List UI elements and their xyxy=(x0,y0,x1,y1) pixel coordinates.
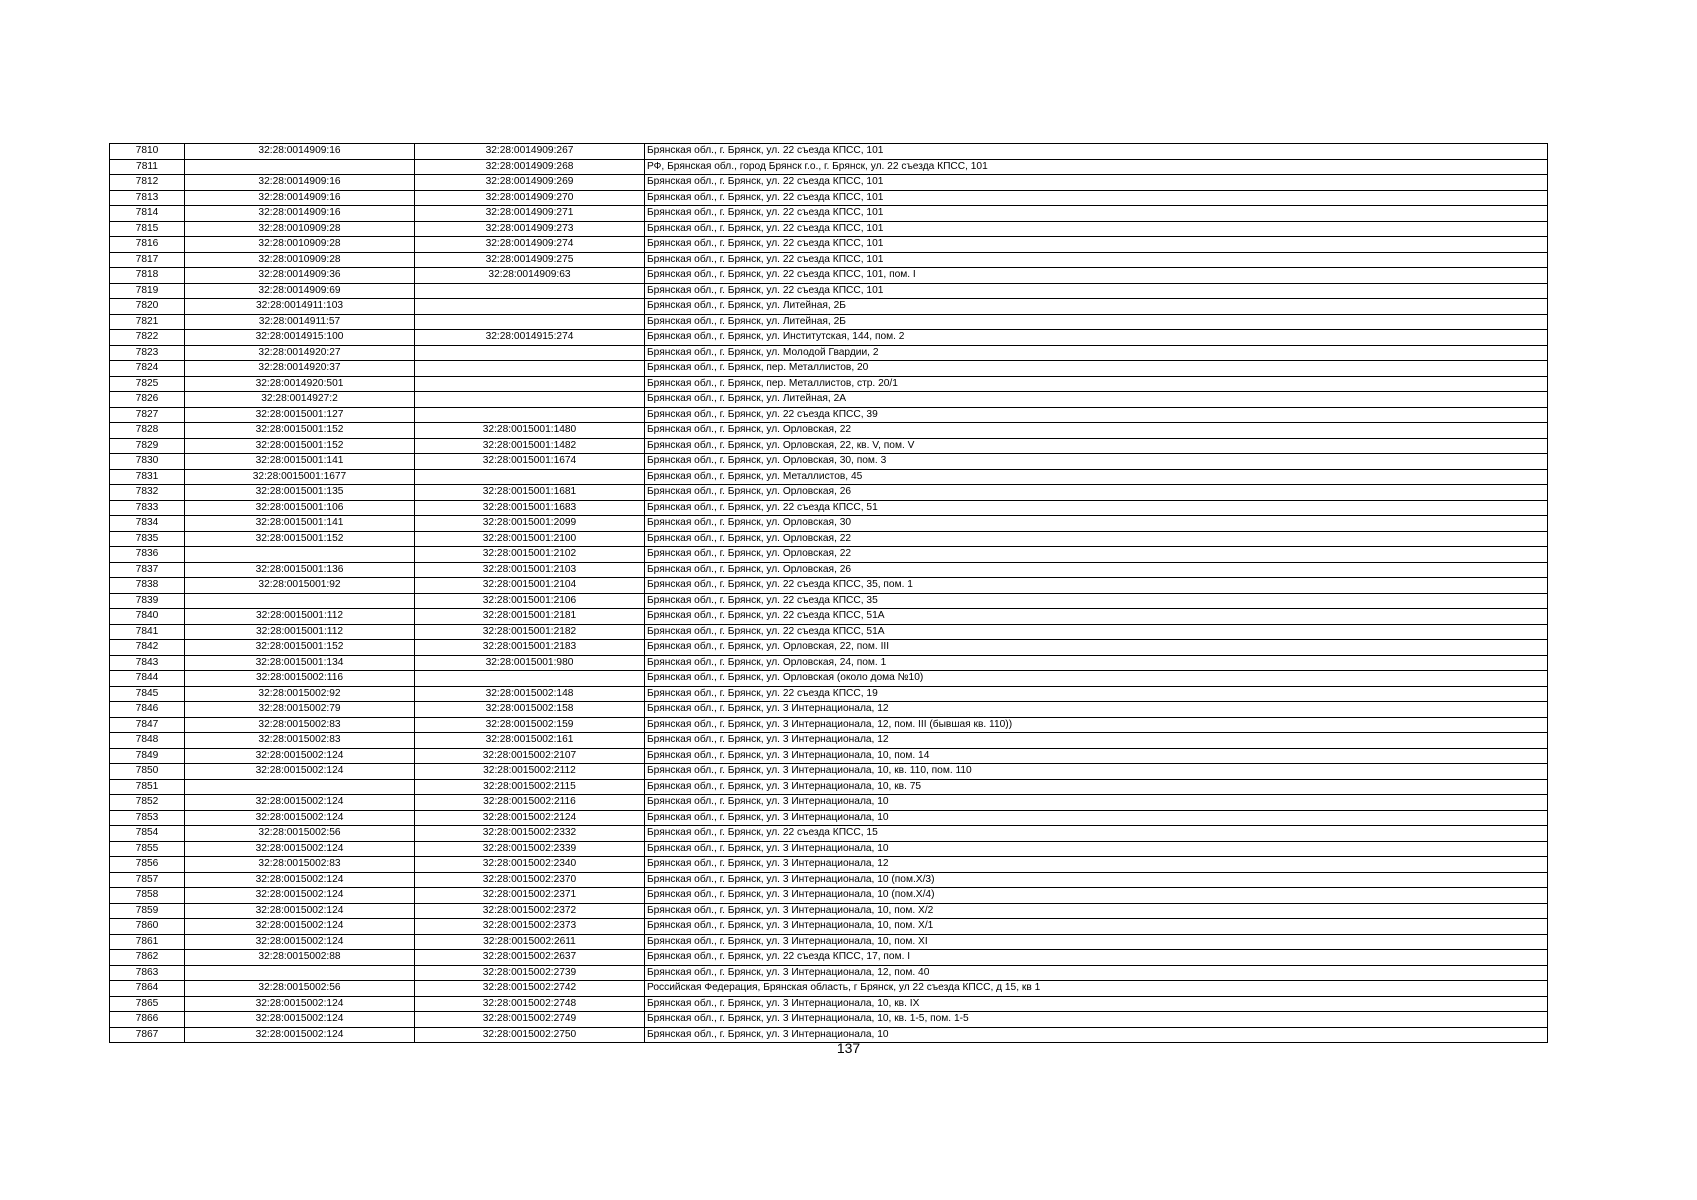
object-cadastral-number-cell xyxy=(415,283,645,299)
row-number-cell: 7828 xyxy=(110,423,185,439)
table-row xyxy=(110,872,1548,888)
land-cadastral-number-cell: 32:28:0014909:16 xyxy=(185,144,415,160)
table-row xyxy=(110,981,1548,997)
address-cell: Брянская обл., г. Брянск, ул. Орловская, 22 xyxy=(645,531,1548,547)
address-cell: Брянская обл., г. Брянск, ул. 22 съезда КПСС, 101 xyxy=(645,206,1548,222)
land-cadastral-number-cell xyxy=(185,965,415,981)
land-cadastral-number-cell: 32:28:0014920:27 xyxy=(185,345,415,361)
land-cadastral-number-cell: 32:28:0015002:124 xyxy=(185,841,415,857)
address-cell: Брянская обл., г. Брянск, ул. 22 съезда КПСС, 51А xyxy=(645,609,1548,625)
row-number-cell: 7832 xyxy=(110,485,185,501)
table-row xyxy=(110,562,1548,578)
row-number-cell: 7857 xyxy=(110,872,185,888)
land-cadastral-number-cell: 32:28:0015002:124 xyxy=(185,903,415,919)
object-cadastral-number-cell: 32:28:0015001:2103 xyxy=(415,562,645,578)
object-cadastral-number-cell: 32:28:0015002:2372 xyxy=(415,903,645,919)
table-row xyxy=(110,965,1548,981)
table-row xyxy=(110,934,1548,950)
land-cadastral-number-cell: 32:28:0015002:124 xyxy=(185,872,415,888)
table-row xyxy=(110,1012,1548,1028)
row-number-cell: 7867 xyxy=(110,1027,185,1043)
land-cadastral-number-cell: 32:28:0015002:124 xyxy=(185,888,415,904)
address-cell: Брянская обл., г. Брянск, ул. 22 съезда КПСС, 15 xyxy=(645,826,1548,842)
object-cadastral-number-cell: 32:28:0015002:2116 xyxy=(415,795,645,811)
row-number-cell: 7851 xyxy=(110,779,185,795)
row-number-cell: 7812 xyxy=(110,175,185,191)
land-cadastral-number-cell: 32:28:0015002:124 xyxy=(185,748,415,764)
address-cell: Брянская обл., г. Брянск, ул. 3 Интернационала, 10, кв. 1-5, пом. 1-5 xyxy=(645,1012,1548,1028)
land-cadastral-number-cell xyxy=(185,593,415,609)
row-number-cell: 7856 xyxy=(110,857,185,873)
table-row xyxy=(110,764,1548,780)
land-cadastral-number-cell: 32:28:0014909:16 xyxy=(185,206,415,222)
object-cadastral-number-cell xyxy=(415,376,645,392)
object-cadastral-number-cell: 32:28:0015002:2739 xyxy=(415,965,645,981)
land-cadastral-number-cell: 32:28:0015001:127 xyxy=(185,407,415,423)
object-cadastral-number-cell: 32:28:0015001:2106 xyxy=(415,593,645,609)
object-cadastral-number-cell: 32:28:0015001:2100 xyxy=(415,531,645,547)
address-cell: Брянская обл., г. Брянск, ул. Институтская, 144, пом. 2 xyxy=(645,330,1548,346)
land-cadastral-number-cell: 32:28:0014927:2 xyxy=(185,392,415,408)
address-cell: Брянская обл., г. Брянск, ул. 22 съезда КПСС, 39 xyxy=(645,407,1548,423)
land-cadastral-number-cell: 32:28:0015002:124 xyxy=(185,1012,415,1028)
table-row xyxy=(110,702,1548,718)
row-number-cell: 7837 xyxy=(110,562,185,578)
object-cadastral-number-cell: 32:28:0015002:2339 xyxy=(415,841,645,857)
object-cadastral-number-cell: 32:28:0015002:2611 xyxy=(415,934,645,950)
land-cadastral-number-cell: 32:28:0014909:16 xyxy=(185,175,415,191)
address-cell: Брянская обл., г. Брянск, ул. Литейная, 2Б xyxy=(645,314,1548,330)
address-cell: Брянская обл., г. Брянск, ул. 3 Интернационала, 10 (пом.X/4) xyxy=(645,888,1548,904)
registry-table xyxy=(109,143,1548,1043)
address-cell: Брянская обл., г. Брянск, ул. 3 Интернационала, 12 xyxy=(645,702,1548,718)
land-cadastral-number-cell: 32:28:0015002:124 xyxy=(185,996,415,1012)
row-number-cell: 7861 xyxy=(110,934,185,950)
land-cadastral-number-cell: 32:28:0014909:36 xyxy=(185,268,415,284)
address-cell: Брянская обл., г. Брянск, ул. Орловская, 24, пом. 1 xyxy=(645,655,1548,671)
table-row xyxy=(110,795,1548,811)
row-number-cell: 7840 xyxy=(110,609,185,625)
land-cadastral-number-cell: 32:28:0014909:16 xyxy=(185,190,415,206)
row-number-cell: 7841 xyxy=(110,624,185,640)
object-cadastral-number-cell: 32:28:0015002:2115 xyxy=(415,779,645,795)
land-cadastral-number-cell: 32:28:0015001:141 xyxy=(185,454,415,470)
address-cell: Брянская обл., г. Брянск, ул. 3 Интернационала, 10, пом. XI xyxy=(645,934,1548,950)
row-number-cell: 7821 xyxy=(110,314,185,330)
address-cell: Брянская обл., г. Брянск, ул. 22 съезда КПСС, 35, пом. 1 xyxy=(645,578,1548,594)
row-number-cell: 7858 xyxy=(110,888,185,904)
object-cadastral-number-cell: 32:28:0015002:161 xyxy=(415,733,645,749)
object-cadastral-number-cell: 32:28:0014909:63 xyxy=(415,268,645,284)
row-number-cell: 7838 xyxy=(110,578,185,594)
land-cadastral-number-cell: 32:28:0015002:124 xyxy=(185,764,415,780)
row-number-cell: 7852 xyxy=(110,795,185,811)
land-cadastral-number-cell: 32:28:0010909:28 xyxy=(185,237,415,253)
table-row xyxy=(110,516,1548,532)
row-number-cell: 7816 xyxy=(110,237,185,253)
object-cadastral-number-cell xyxy=(415,299,645,315)
table-row xyxy=(110,686,1548,702)
table-row xyxy=(110,810,1548,826)
row-number-cell: 7854 xyxy=(110,826,185,842)
land-cadastral-number-cell: 32:28:0014909:69 xyxy=(185,283,415,299)
object-cadastral-number-cell: 32:28:0014909:268 xyxy=(415,159,645,175)
address-cell: Брянская обл., г. Брянск, ул. Орловская, 26 xyxy=(645,485,1548,501)
address-cell: Брянская обл., г. Брянск, пер. Металлистов, стр. 20/1 xyxy=(645,376,1548,392)
address-cell: Брянская обл., г. Брянск, ул. 3 Интернационала, 12 xyxy=(645,733,1548,749)
row-number-cell: 7811 xyxy=(110,159,185,175)
row-number-cell: 7846 xyxy=(110,702,185,718)
object-cadastral-number-cell: 32:28:0015002:2748 xyxy=(415,996,645,1012)
table-row xyxy=(110,314,1548,330)
land-cadastral-number-cell: 32:28:0015002:79 xyxy=(185,702,415,718)
table-row xyxy=(110,593,1548,609)
table-row xyxy=(110,779,1548,795)
table-row xyxy=(110,733,1548,749)
address-cell: Брянская обл., г. Брянск, ул. 3 Интернационала, 10, кв. 110, пом. 110 xyxy=(645,764,1548,780)
object-cadastral-number-cell: 32:28:0015002:2373 xyxy=(415,919,645,935)
row-number-cell: 7860 xyxy=(110,919,185,935)
row-number-cell: 7815 xyxy=(110,221,185,237)
object-cadastral-number-cell: 32:28:0015002:2340 xyxy=(415,857,645,873)
table-row xyxy=(110,221,1548,237)
object-cadastral-number-cell: 32:28:0015002:2749 xyxy=(415,1012,645,1028)
address-cell: Брянская обл., г. Брянск, ул. 22 съезда КПСС, 101 xyxy=(645,190,1548,206)
address-cell: Брянская обл., г. Брянск, ул. 22 съезда КПСС, 101 xyxy=(645,283,1548,299)
object-cadastral-number-cell: 32:28:0015001:1480 xyxy=(415,423,645,439)
address-cell: Брянская обл., г. Брянск, ул. 3 Интернационала, 10 xyxy=(645,795,1548,811)
address-cell: Брянская обл., г. Брянск, ул. 3 Интернационала, 10, пом. 14 xyxy=(645,748,1548,764)
table-row xyxy=(110,655,1548,671)
object-cadastral-number-cell: 32:28:0015001:1482 xyxy=(415,438,645,454)
object-cadastral-number-cell: 32:28:0015001:2182 xyxy=(415,624,645,640)
address-cell: Брянская обл., г. Брянск, ул. Орловская, 22 xyxy=(645,547,1548,563)
address-cell: Брянская обл., г. Брянск, ул. Литейная, 2А xyxy=(645,392,1548,408)
land-cadastral-number-cell: 32:28:0015001:152 xyxy=(185,423,415,439)
land-cadastral-number-cell: 32:28:0015002:124 xyxy=(185,919,415,935)
row-number-cell: 7839 xyxy=(110,593,185,609)
object-cadastral-number-cell: 32:28:0014909:269 xyxy=(415,175,645,191)
land-cadastral-number-cell: 32:28:0015002:124 xyxy=(185,795,415,811)
table-row xyxy=(110,407,1548,423)
table-row xyxy=(110,748,1548,764)
object-cadastral-number-cell: 32:28:0015001:2102 xyxy=(415,547,645,563)
table-row xyxy=(110,361,1548,377)
land-cadastral-number-cell: 32:28:0015002:124 xyxy=(185,810,415,826)
object-cadastral-number-cell: 32:28:0015002:159 xyxy=(415,717,645,733)
object-cadastral-number-cell: 32:28:0015002:2371 xyxy=(415,888,645,904)
row-number-cell: 7814 xyxy=(110,206,185,222)
address-cell: Брянская обл., г. Брянск, ул. Орловская, 22, кв. V, пом. V xyxy=(645,438,1548,454)
table-row xyxy=(110,609,1548,625)
row-number-cell: 7863 xyxy=(110,965,185,981)
table-row xyxy=(110,330,1548,346)
land-cadastral-number-cell: 32:28:0015001:134 xyxy=(185,655,415,671)
object-cadastral-number-cell: 32:28:0014909:274 xyxy=(415,237,645,253)
table-row xyxy=(110,190,1548,206)
table-row xyxy=(110,826,1548,842)
land-cadastral-number-cell: 32:28:0015001:152 xyxy=(185,438,415,454)
address-cell: Брянская обл., г. Брянск, ул. Орловская, 26 xyxy=(645,562,1548,578)
table-row xyxy=(110,268,1548,284)
land-cadastral-number-cell xyxy=(185,779,415,795)
object-cadastral-number-cell: 32:28:0014909:270 xyxy=(415,190,645,206)
row-number-cell: 7862 xyxy=(110,950,185,966)
land-cadastral-number-cell: 32:28:0015001:112 xyxy=(185,609,415,625)
row-number-cell: 7826 xyxy=(110,392,185,408)
land-cadastral-number-cell xyxy=(185,547,415,563)
row-number-cell: 7825 xyxy=(110,376,185,392)
row-number-cell: 7843 xyxy=(110,655,185,671)
row-number-cell: 7810 xyxy=(110,144,185,160)
land-cadastral-number-cell: 32:28:0010909:28 xyxy=(185,252,415,268)
table-row xyxy=(110,392,1548,408)
land-cadastral-number-cell: 32:28:0015002:124 xyxy=(185,1027,415,1043)
land-cadastral-number-cell: 32:28:0015001:141 xyxy=(185,516,415,532)
address-cell: Брянская обл., г. Брянск, ул. 22 съезда КПСС, 101 xyxy=(645,221,1548,237)
table-row xyxy=(110,547,1548,563)
table-row xyxy=(110,841,1548,857)
object-cadastral-number-cell: 32:28:0014909:275 xyxy=(415,252,645,268)
object-cadastral-number-cell xyxy=(415,361,645,377)
table-row xyxy=(110,283,1548,299)
address-cell: Брянская обл., г. Брянск, ул. 3 Интернационала, 12, пом. III (бывшая кв. 110)) xyxy=(645,717,1548,733)
table-row xyxy=(110,299,1548,315)
row-number-cell: 7829 xyxy=(110,438,185,454)
table-row xyxy=(110,857,1548,873)
row-number-cell: 7827 xyxy=(110,407,185,423)
address-cell: Брянская обл., г. Брянск, ул. 22 съезда КПСС, 19 xyxy=(645,686,1548,702)
land-cadastral-number-cell xyxy=(185,159,415,175)
land-cadastral-number-cell: 32:28:0014911:103 xyxy=(185,299,415,315)
land-cadastral-number-cell: 32:28:0015002:116 xyxy=(185,671,415,687)
table-row xyxy=(110,500,1548,516)
object-cadastral-number-cell: 32:28:0015002:2637 xyxy=(415,950,645,966)
address-cell: Брянская обл., г. Брянск, ул. 3 Интернационала, 10 xyxy=(645,810,1548,826)
address-cell: РФ, Брянская обл., город Брянск г.о., г. Брянск, ул. 22 съезда КПСС, 101 xyxy=(645,159,1548,175)
land-cadastral-number-cell: 32:28:0010909:28 xyxy=(185,221,415,237)
table-row xyxy=(110,438,1548,454)
object-cadastral-number-cell: 32:28:0015001:2104 xyxy=(415,578,645,594)
address-cell: Брянская обл., г. Брянск, ул. 3 Интернационала, 10, пом. X/2 xyxy=(645,903,1548,919)
table-row xyxy=(110,578,1548,594)
table-row xyxy=(110,950,1548,966)
object-cadastral-number-cell: 32:28:0014915:274 xyxy=(415,330,645,346)
land-cadastral-number-cell: 32:28:0015001:106 xyxy=(185,500,415,516)
row-number-cell: 7853 xyxy=(110,810,185,826)
address-cell: Брянская обл., г. Брянск, пер. Металлистов, 20 xyxy=(645,361,1548,377)
address-cell: Брянская обл., г. Брянск, ул. Орловская, 22 xyxy=(645,423,1548,439)
row-number-cell: 7824 xyxy=(110,361,185,377)
land-cadastral-number-cell: 32:28:0015001:136 xyxy=(185,562,415,578)
row-number-cell: 7850 xyxy=(110,764,185,780)
object-cadastral-number-cell xyxy=(415,392,645,408)
address-cell: Брянская обл., г. Брянск, ул. 22 съезда КПСС, 101 xyxy=(645,237,1548,253)
row-number-cell: 7835 xyxy=(110,531,185,547)
table-row xyxy=(110,919,1548,935)
table-row xyxy=(110,144,1548,160)
land-cadastral-number-cell: 32:28:0015001:135 xyxy=(185,485,415,501)
row-number-cell: 7848 xyxy=(110,733,185,749)
row-number-cell: 7844 xyxy=(110,671,185,687)
address-cell: Брянская обл., г. Брянск, ул. 3 Интернационала, 10 xyxy=(645,841,1548,857)
row-number-cell: 7813 xyxy=(110,190,185,206)
address-cell: Брянская обл., г. Брянск, ул. Орловская, 22, пом. III xyxy=(645,640,1548,656)
object-cadastral-number-cell: 32:28:0015002:2112 xyxy=(415,764,645,780)
object-cadastral-number-cell xyxy=(415,469,645,485)
address-cell: Брянская обл., г. Брянск, ул. 22 съезда КПСС, 101 xyxy=(645,252,1548,268)
table-row xyxy=(110,423,1548,439)
land-cadastral-number-cell: 32:28:0015002:56 xyxy=(185,981,415,997)
row-number-cell: 7818 xyxy=(110,268,185,284)
object-cadastral-number-cell: 32:28:0014909:271 xyxy=(415,206,645,222)
table-row xyxy=(110,485,1548,501)
object-cadastral-number-cell: 32:28:0014909:273 xyxy=(415,221,645,237)
address-cell: Брянская обл., г. Брянск, ул. 22 съезда КПСС, 101 xyxy=(645,144,1548,160)
address-cell: Брянская обл., г. Брянск, ул. 22 съезда КПСС, 51А xyxy=(645,624,1548,640)
registry-table-body xyxy=(110,144,1548,1043)
object-cadastral-number-cell: 32:28:0015001:1681 xyxy=(415,485,645,501)
row-number-cell: 7866 xyxy=(110,1012,185,1028)
object-cadastral-number-cell: 32:28:0015002:158 xyxy=(415,702,645,718)
row-number-cell: 7817 xyxy=(110,252,185,268)
row-number-cell: 7833 xyxy=(110,500,185,516)
object-cadastral-number-cell: 32:28:0015002:2332 xyxy=(415,826,645,842)
address-cell: Брянская обл., г. Брянск, ул. Металлистов, 45 xyxy=(645,469,1548,485)
object-cadastral-number-cell xyxy=(415,407,645,423)
address-cell: Брянская обл., г. Брянск, ул. Орловская, 30, пом. 3 xyxy=(645,454,1548,470)
address-cell: Российская Федерация, Брянская область, г Брянск, ул 22 съезда КПСС, д 15, кв 1 xyxy=(645,981,1548,997)
address-cell: Брянская обл., г. Брянск, ул. 22 съезда КПСС, 51 xyxy=(645,500,1548,516)
land-cadastral-number-cell: 32:28:0015002:124 xyxy=(185,934,415,950)
address-cell: Брянская обл., г. Брянск, ул. 22 съезда КПСС, 35 xyxy=(645,593,1548,609)
address-cell: Брянская обл., г. Брянск, ул. Орловская (около дома №10) xyxy=(645,671,1548,687)
table-row xyxy=(110,376,1548,392)
land-cadastral-number-cell: 32:28:0015001:1677 xyxy=(185,469,415,485)
address-cell: Брянская обл., г. Брянск, ул. Молодой Гвардии, 2 xyxy=(645,345,1548,361)
row-number-cell: 7820 xyxy=(110,299,185,315)
address-cell: Брянская обл., г. Брянск, ул. 3 Интернационала, 10 (пом.X/3) xyxy=(645,872,1548,888)
table-row xyxy=(110,175,1548,191)
object-cadastral-number-cell: 32:28:0015002:2742 xyxy=(415,981,645,997)
object-cadastral-number-cell: 32:28:0015001:2099 xyxy=(415,516,645,532)
object-cadastral-number-cell xyxy=(415,671,645,687)
address-cell: Брянская обл., г. Брянск, ул. 22 съезда КПСС, 17, пом. I xyxy=(645,950,1548,966)
land-cadastral-number-cell: 32:28:0014920:501 xyxy=(185,376,415,392)
table-row xyxy=(110,888,1548,904)
object-cadastral-number-cell: 32:28:0015001:980 xyxy=(415,655,645,671)
row-number-cell: 7831 xyxy=(110,469,185,485)
table-row xyxy=(110,454,1548,470)
table-row xyxy=(110,252,1548,268)
address-cell: Брянская обл., г. Брянск, ул. 3 Интернационала, 12 xyxy=(645,857,1548,873)
table-row xyxy=(110,469,1548,485)
address-cell: Брянская обл., г. Брянск, ул. 3 Интернационала, 12, пом. 40 xyxy=(645,965,1548,981)
table-row xyxy=(110,717,1548,733)
row-number-cell: 7864 xyxy=(110,981,185,997)
table-row xyxy=(110,237,1548,253)
land-cadastral-number-cell: 32:28:0015001:92 xyxy=(185,578,415,594)
object-cadastral-number-cell: 32:28:0015002:2124 xyxy=(415,810,645,826)
object-cadastral-number-cell: 32:28:0015002:148 xyxy=(415,686,645,702)
land-cadastral-number-cell: 32:28:0015001:152 xyxy=(185,531,415,547)
object-cadastral-number-cell xyxy=(415,345,645,361)
object-cadastral-number-cell: 32:28:0015001:1674 xyxy=(415,454,645,470)
table-row xyxy=(110,903,1548,919)
object-cadastral-number-cell: 32:28:0015002:2107 xyxy=(415,748,645,764)
table-row xyxy=(110,531,1548,547)
land-cadastral-number-cell: 32:28:0014920:37 xyxy=(185,361,415,377)
land-cadastral-number-cell: 32:28:0014911:57 xyxy=(185,314,415,330)
address-cell: Брянская обл., г. Брянск, ул. 3 Интернационала, 10 xyxy=(645,1027,1548,1043)
land-cadastral-number-cell: 32:28:0015001:152 xyxy=(185,640,415,656)
address-cell: Брянская обл., г. Брянск, ул. Орловская, 30 xyxy=(645,516,1548,532)
row-number-cell: 7834 xyxy=(110,516,185,532)
row-number-cell: 7865 xyxy=(110,996,185,1012)
land-cadastral-number-cell: 32:28:0015002:92 xyxy=(185,686,415,702)
table-row xyxy=(110,206,1548,222)
land-cadastral-number-cell: 32:28:0015002:83 xyxy=(185,857,415,873)
row-number-cell: 7830 xyxy=(110,454,185,470)
row-number-cell: 7849 xyxy=(110,748,185,764)
object-cadastral-number-cell xyxy=(415,314,645,330)
address-cell: Брянская обл., г. Брянск, ул. 22 съезда КПСС, 101, пом. I xyxy=(645,268,1548,284)
table-row xyxy=(110,996,1548,1012)
row-number-cell: 7842 xyxy=(110,640,185,656)
page-number: 137 xyxy=(836,1040,861,1056)
row-number-cell: 7819 xyxy=(110,283,185,299)
land-cadastral-number-cell: 32:28:0014915:100 xyxy=(185,330,415,346)
table-row xyxy=(110,640,1548,656)
address-cell: Брянская обл., г. Брянск, ул. 3 Интернационала, 10, кв. IX xyxy=(645,996,1548,1012)
row-number-cell: 7847 xyxy=(110,717,185,733)
land-cadastral-number-cell: 32:28:0015002:56 xyxy=(185,826,415,842)
table-row xyxy=(110,671,1548,687)
object-cadastral-number-cell: 32:28:0014909:267 xyxy=(415,144,645,160)
land-cadastral-number-cell: 32:28:0015002:83 xyxy=(185,733,415,749)
address-cell: Брянская обл., г. Брянск, ул. 22 съезда КПСС, 101 xyxy=(645,175,1548,191)
row-number-cell: 7823 xyxy=(110,345,185,361)
table-row xyxy=(110,345,1548,361)
address-cell: Брянская обл., г. Брянск, ул. 3 Интернационала, 10, пом. X/1 xyxy=(645,919,1548,935)
object-cadastral-number-cell: 32:28:0015001:2181 xyxy=(415,609,645,625)
land-cadastral-number-cell: 32:28:0015001:112 xyxy=(185,624,415,640)
row-number-cell: 7836 xyxy=(110,547,185,563)
row-number-cell: 7845 xyxy=(110,686,185,702)
object-cadastral-number-cell: 32:28:0015001:2183 xyxy=(415,640,645,656)
row-number-cell: 7855 xyxy=(110,841,185,857)
object-cadastral-number-cell: 32:28:0015001:1683 xyxy=(415,500,645,516)
land-cadastral-number-cell: 32:28:0015002:88 xyxy=(185,950,415,966)
address-cell: Брянская обл., г. Брянск, ул. Литейная, 2Б xyxy=(645,299,1548,315)
address-cell: Брянская обл., г. Брянск, ул. 3 Интернационала, 10, кв. 75 xyxy=(645,779,1548,795)
land-cadastral-number-cell: 32:28:0015002:83 xyxy=(185,717,415,733)
row-number-cell: 7859 xyxy=(110,903,185,919)
table-row xyxy=(110,159,1548,175)
row-number-cell: 7822 xyxy=(110,330,185,346)
object-cadastral-number-cell: 32:28:0015002:2750 xyxy=(415,1027,645,1043)
object-cadastral-number-cell: 32:28:0015002:2370 xyxy=(415,872,645,888)
table-row xyxy=(110,624,1548,640)
